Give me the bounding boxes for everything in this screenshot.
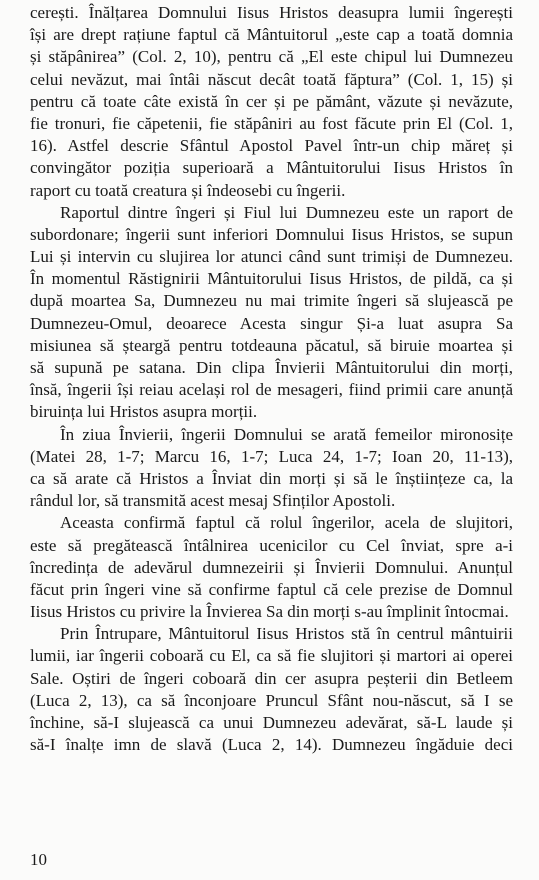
text-line: În ziua Învierii, îngerii Domnului se arată femeilor mironosițe <box>60 424 513 444</box>
text-line: pentru că toate câte există în cer și pe pământ, văzute și nevăzute, <box>30 91 513 111</box>
body-text <box>30 2 513 756</box>
text-line: să-I înalțe imn de slavă (Luca 2, 14). Dumnezeu îngăduie deci <box>30 735 513 755</box>
text-line: Prin Întrupare, Mântuitorul Iisus Hristos stă în centrul mântuirii <box>60 624 513 644</box>
text-line: ca să arate că Hristos a Înviat din morți și să le înștiințeze ca, la <box>30 468 513 488</box>
text-line: este să pregătească întâlnirea ucenicilor cu Cel înviat, spre a-i <box>30 535 513 555</box>
text-line: raport cu toată creatura și îndeosebi cu îngerii. <box>30 180 346 200</box>
text-line: să supună pe satana. Din clipa Învierii Mântuitorului din morți, <box>30 358 513 377</box>
text-line: fie tronuri, fie căpetenii, fie stăpâniri au fost făcute prin El (Col. 1, <box>30 113 513 133</box>
page-number: 10 <box>30 850 47 869</box>
text-line: Sale. Oștiri de îngeri coboară din cer asupra peșterii din Betleem <box>30 668 513 688</box>
text-line: rândul lor, să transmită acest mesaj Sfinților Apostoli. <box>30 491 396 511</box>
text-line: însă, îngerii își reiau același rol de mesageri, fiind primii care anunță <box>30 380 513 400</box>
text-line: după moartea Sa, Dumnezeu nu mai trimite îngeri să slujească pe <box>30 291 513 311</box>
text-line: Dumnezeu-Omul, deoarece Acesta singur Și-a luat asupra Sa <box>30 313 513 333</box>
text-line: Aceasta confirmă faptul că rolul îngerilor, acela de slujitori, <box>60 513 513 533</box>
text-line: În momentul Răstignirii Mântuitorului Iisus Hristos, de pildă, ca și <box>30 269 513 289</box>
text-line: 16). Astfel descrie Sfântul Apostol Pavel într-un chip măreț și <box>30 136 513 156</box>
text-line: lumii, iar îngerii coboară cu El, ca să fie slujitori și martori ai operei <box>30 646 513 666</box>
text-line: convingător poziția superioară a Mântuitorului Iisus Hristos în <box>30 158 513 178</box>
text-line: (Matei 28, 1-7; Marcu 16, 1-7; Luca 24, 1-7; Ioan 20, 11-13), <box>30 446 513 466</box>
text-line: subordonare; îngerii sunt inferiori Domnului Iisus Hristos, se supun <box>30 224 513 244</box>
text-line: Raportul dintre îngeri și Fiul lui Dumnezeu este un raport de <box>60 202 513 222</box>
text-line: biruința lui Hristos asupra morții. <box>30 402 258 422</box>
text-line: Lui și intervin cu slujirea lor atunci când sunt trimiși de Dumnezeu. <box>30 247 513 267</box>
text-line: încredința de adevărul dumnezeirii și Învierii Domnului. Anunțul <box>30 557 513 577</box>
text-line: închine, să-I slujească ca unui Dumnezeu adevărat, să-L laude și <box>30 713 513 732</box>
text-line: Iisus Hristos cu privire la Învierea Sa din morți s-au împlinit întocmai. <box>30 602 509 622</box>
text-line: celui nevăzut, mai întâi născut decât toată făptura” (Col. 1, 15) și <box>30 69 513 89</box>
text-line: (Luca 2, 13), ca să înconjoare Pruncul Sfânt nou-născut, să I se <box>30 690 513 710</box>
text-line: și stăpânirea” (Col. 2, 10), pentru că „El este chipul lui Dumnezeu <box>30 47 513 67</box>
text-line: își are drept rațiune faptul că Mântuitorul „este cap a toată domnia <box>30 25 513 45</box>
text-line: misiunea să șteargă pentru totdeauna păcatul, să biruie moartea și <box>30 335 513 355</box>
text-line: făcut prin îngeri vine să confirme faptul că cele prezise de Domnul <box>30 579 513 599</box>
text-line: cerești. Înălțarea Domnului Iisus Hristos deasupra lumii îngerești <box>30 3 513 22</box>
